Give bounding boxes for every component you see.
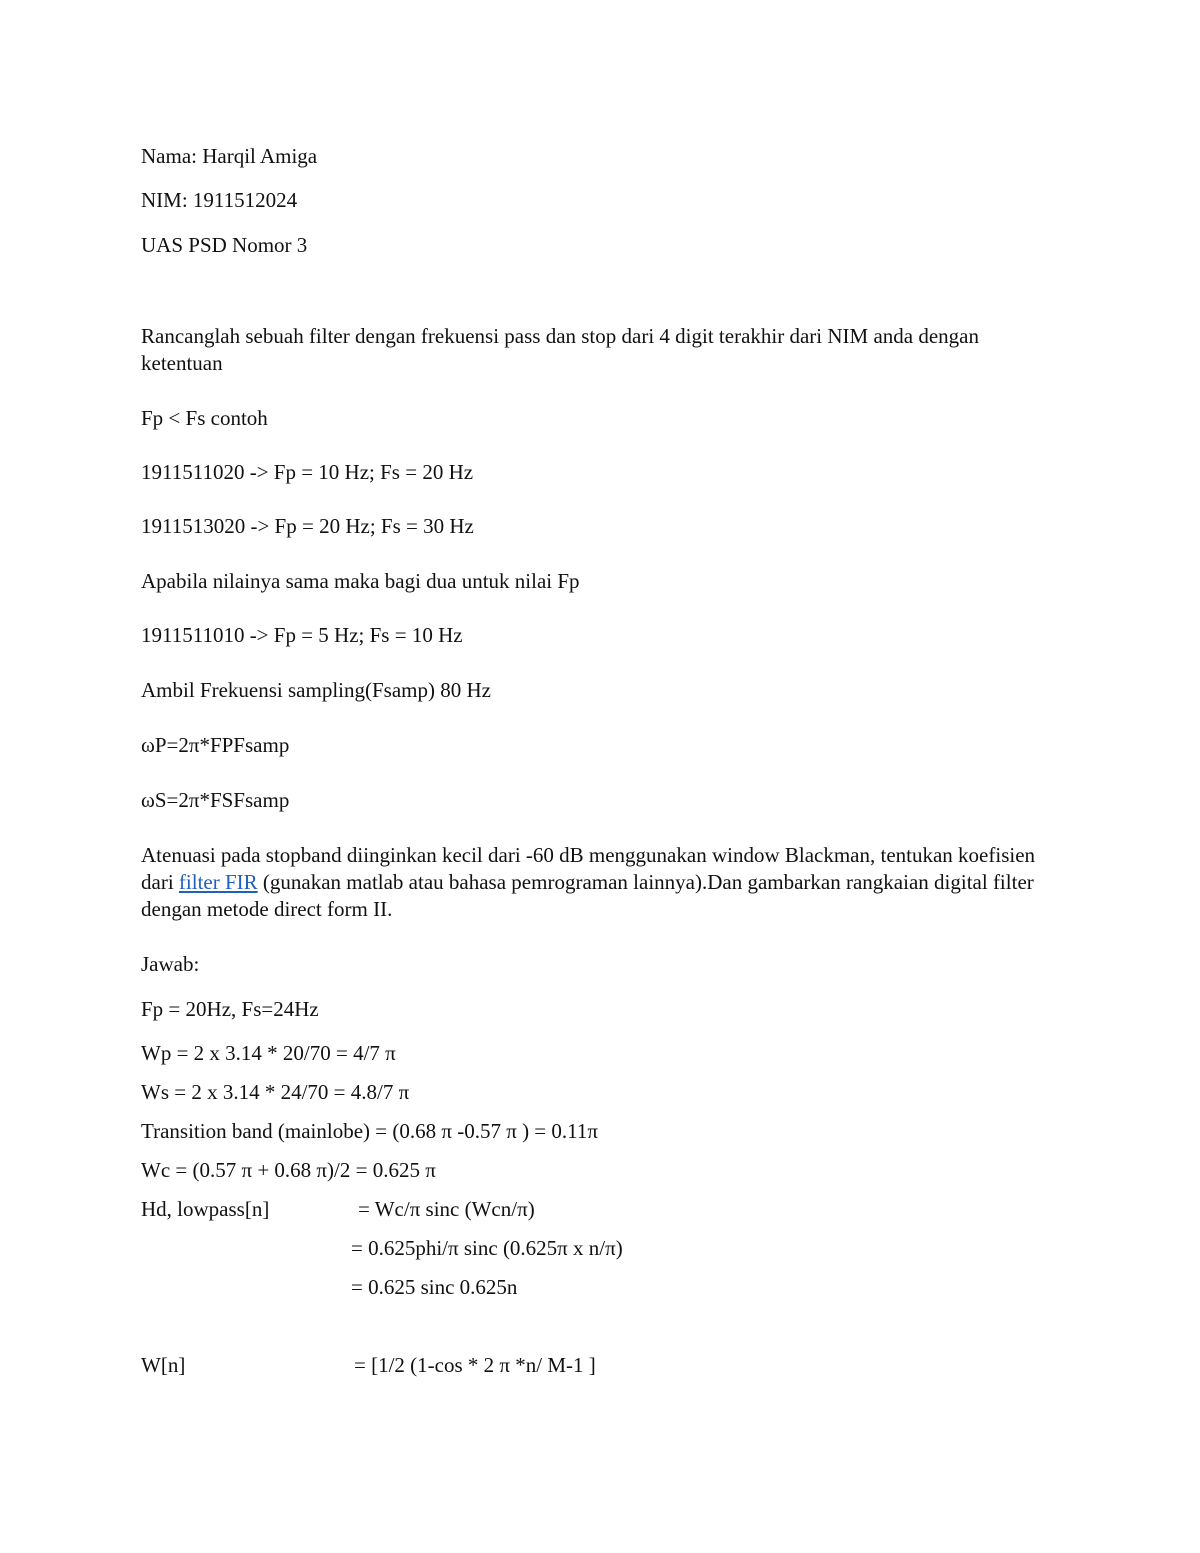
- omega-p-formula: ωP=2π*FPFsamp: [141, 733, 290, 757]
- wp-calculation: Wp = 2 x 3.14 * 20/70 = 4/7 π: [141, 1041, 396, 1065]
- example-1: 1911511020 -> Fp = 10 Hz; Fs = 20 Hz: [141, 460, 474, 484]
- filter-fir-link[interactable]: filter FIR: [178, 870, 258, 894]
- example-2: 1911513020 -> Fp = 20 Hz; Fs = 30 Hz: [141, 514, 474, 538]
- wn-equation: = [1/2 (1-cos * 2 π *n/ M-1 ]: [354, 1353, 596, 1377]
- given-values: Fp = 20Hz, Fs=24Hz: [141, 997, 319, 1021]
- omega-s-formula: ωS=2π*FSFsamp: [141, 788, 290, 812]
- document-title: UAS PSD Nomor 3: [141, 233, 308, 257]
- student-name: Nama: Harqil Amiga: [141, 144, 318, 168]
- problem-intro: Rancanglah sebuah filter dengan frekuensi pass dan stop dari 4 digit terakhir dari NIM anda dengan ketentuan: [141, 324, 979, 375]
- hd-equation-2: = 0.625phi/π sinc (0.625π x n/π): [351, 1236, 623, 1260]
- sampling-frequency: Ambil Frekuensi sampling(Fsamp) 80 Hz: [141, 678, 491, 702]
- hd-equation-3: = 0.625 sinc 0.625n: [351, 1275, 518, 1299]
- same-value-rule: Apabila nilainya sama maka bagi dua untuk nilai Fp: [141, 569, 580, 593]
- task-paragraph: [141, 842, 1061, 923]
- example-3: 1911511010 -> Fp = 5 Hz; Fs = 10 Hz: [141, 623, 463, 647]
- task-text-1: Atenuasi pada stopband diinginkan kecil dari -60 dB menggunakan window Blackman, tentukan koefisien dari: [141, 843, 1036, 894]
- problem-rule: Fp < Fs contoh: [141, 406, 268, 430]
- wc-calculation: Wc = (0.57 π + 0.68 π)/2 = 0.625 π: [141, 1158, 436, 1182]
- wn-label: W[n]: [141, 1353, 186, 1377]
- answer-label: Jawab:: [141, 952, 200, 976]
- student-nim: NIM: 1911512024: [141, 188, 298, 212]
- ws-calculation: Ws = 2 x 3.14 * 24/70 = 4.8/7 π: [141, 1080, 410, 1104]
- task-text-2: (gunakan matlab atau bahasa pemrograman lainnya).Dan gambarkan rangkaian digital filter dengan metode direct form II.: [141, 870, 1034, 921]
- hd-label: Hd, lowpass[n]: [141, 1197, 270, 1221]
- hd-equation-1: = Wc/π sinc (Wcn/π): [358, 1197, 535, 1221]
- transition-band: Transition band (mainlobe) = (0.68 π -0.57 π ) = 0.11π: [141, 1119, 598, 1143]
